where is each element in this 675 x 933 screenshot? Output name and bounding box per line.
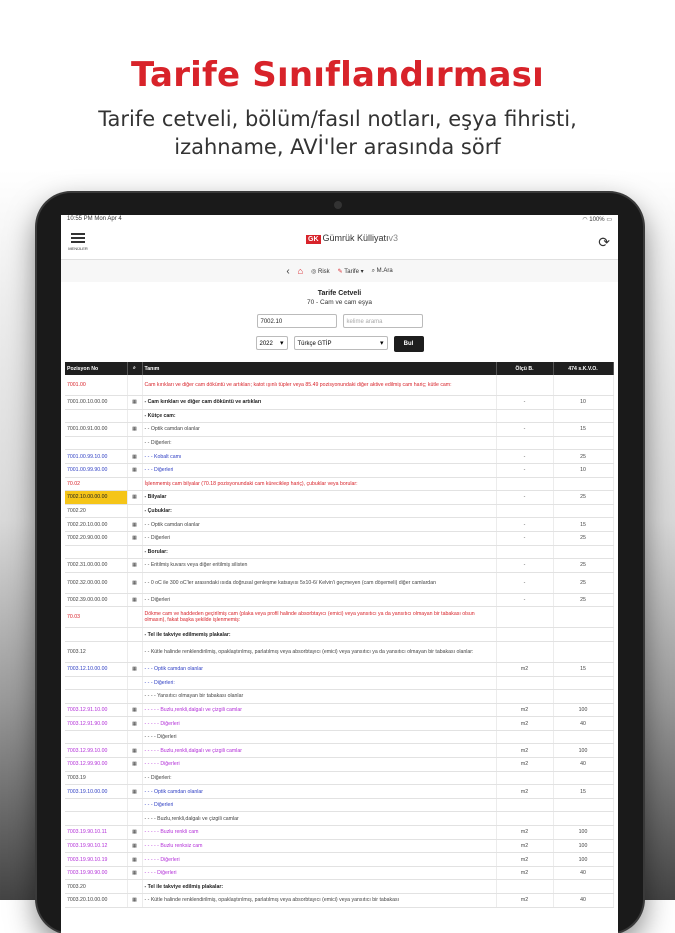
unit-cell — [496, 409, 553, 423]
tariff-table — [65, 362, 614, 908]
table-body — [65, 375, 613, 907]
description-cell: - - - - - Buzlu,renkli,dalgalı ve çizgili camlar — [142, 744, 496, 758]
unit-cell: - — [496, 572, 553, 593]
description-cell: - - - Kobalt camı — [142, 450, 496, 464]
rate-cell — [553, 880, 613, 894]
description-cell: - - - Diğerleri — [142, 798, 496, 812]
unit-cell — [496, 690, 553, 704]
table-row[interactable] — [65, 572, 613, 593]
rate-cell: 10 — [553, 463, 613, 477]
note-icon[interactable]: ▦ — [127, 785, 142, 799]
tarife-menu-button[interactable]: ✎ Tarife ▾ — [337, 268, 364, 275]
code-cell[interactable]: 7003.12.10.00.00 — [65, 662, 127, 676]
note-icon[interactable]: ▦ — [127, 559, 142, 573]
code-cell[interactable]: 7003.19.10.00.00 — [65, 785, 127, 799]
description-cell: - - Diğerleri — [142, 531, 496, 545]
description-cell: Dökme cam ve haddeden geçirilmiş cam (plaka veya profil halinde absorbtayıcı (emici) veya yansıtıcı ya da yansıtıcı olmayan bir tabakası olsun olmasın), fakat başka şekilde işlenmemiş: — [142, 607, 496, 628]
note-icon[interactable]: ▦ — [127, 662, 142, 676]
rate-cell — [553, 676, 613, 690]
rate-cell: 25 — [553, 491, 613, 505]
unit-cell — [496, 676, 553, 690]
table-row[interactable] — [65, 839, 613, 853]
table-row[interactable] — [65, 628, 613, 642]
code-cell[interactable] — [65, 812, 127, 826]
unit-cell: - — [496, 593, 553, 607]
code-cell[interactable]: 7001.00.99.90.00 — [65, 463, 127, 477]
unit-cell — [496, 436, 553, 450]
note-icon[interactable] — [127, 409, 142, 423]
rate-cell: 25 — [553, 450, 613, 464]
table-row[interactable] — [65, 423, 613, 437]
code-cell[interactable]: 7003.12.99.10.00 — [65, 744, 127, 758]
note-icon[interactable]: ▦ — [127, 839, 142, 853]
code-cell[interactable]: 7002.32.00.00.00 — [65, 572, 127, 593]
code-cell[interactable]: 7001.00.99.10.00 — [65, 450, 127, 464]
rate-cell: 10 — [553, 396, 613, 410]
code-cell[interactable] — [65, 436, 127, 450]
description-cell: - - Eritilmiş kuvars veya diğer eritilmiş silisten — [142, 559, 496, 573]
note-icon[interactable]: ▦ — [127, 744, 142, 758]
code-cell[interactable] — [65, 545, 127, 559]
camera-icon — [334, 201, 342, 209]
description-cell: - - - - - Diğerleri — [142, 758, 496, 772]
description-cell: - Çubuklar: — [142, 504, 496, 518]
toolbar — [61, 260, 618, 282]
logo-version: v3 — [388, 233, 399, 243]
note-icon[interactable]: ▦ — [127, 866, 142, 880]
description-cell: - Bilyalar — [142, 491, 496, 505]
code-cell[interactable] — [65, 730, 127, 744]
promo-subtitle-line2: izahname, AVİ'ler arasında sörf — [174, 135, 501, 159]
unit-cell: m2 — [496, 839, 553, 853]
code-cell[interactable]: 7001.00.91.00.00 — [65, 423, 127, 437]
description-cell: - - - Optik camdan olanlar — [142, 785, 496, 799]
rate-cell — [553, 798, 613, 812]
status-time: 10:55 PM Mon Apr 4 — [67, 216, 122, 222]
table-row[interactable] — [65, 676, 613, 690]
description-cell: - Kütçe cam: — [142, 409, 496, 423]
status-battery: ◠ 100% ▭ — [582, 217, 612, 223]
app-logo — [306, 233, 398, 244]
unit-cell — [496, 641, 553, 662]
code-cell[interactable]: 7003.19.90.10.12 — [65, 839, 127, 853]
logo-name: Gümrük Külliyatı — [322, 233, 389, 243]
rate-cell: 25 — [553, 531, 613, 545]
unit-cell — [496, 771, 553, 785]
unit-cell — [496, 812, 553, 826]
rate-cell — [553, 771, 613, 785]
header-position: Pozisyon No — [65, 362, 127, 375]
table-row[interactable] — [65, 730, 613, 744]
note-icon[interactable] — [127, 545, 142, 559]
table-row[interactable] — [65, 641, 613, 662]
description-cell: İşlenmemiş cam bilyalar (70.18 pozisyonundaki cam küreciklер hariç), çubuklar veya borular: — [142, 477, 496, 491]
refresh-icon[interactable]: ⟳ — [598, 234, 610, 250]
menu-button[interactable] — [68, 230, 88, 251]
rate-cell — [553, 628, 613, 642]
search-icon: ⌕ — [371, 267, 375, 274]
code-cell[interactable]: 7003.19 — [65, 771, 127, 785]
rate-cell — [553, 641, 613, 662]
unit-cell — [496, 375, 553, 396]
rate-cell — [553, 545, 613, 559]
header-description: Tanım — [142, 362, 496, 375]
table-row[interactable] — [65, 375, 613, 396]
unit-cell: m2 — [496, 853, 553, 867]
note-icon[interactable]: ▦ — [127, 826, 142, 840]
code-cell[interactable]: 7003.19.90.90.00 — [65, 866, 127, 880]
rate-cell — [553, 375, 613, 396]
unit-cell — [496, 504, 553, 518]
table-row[interactable] — [65, 559, 613, 573]
unit-cell: m2 — [496, 758, 553, 772]
unit-cell: - — [496, 423, 553, 437]
note-icon[interactable] — [127, 477, 142, 491]
unit-cell: - — [496, 559, 553, 573]
note-icon[interactable]: ▦ — [127, 572, 142, 593]
table-row[interactable] — [65, 717, 613, 731]
table-row[interactable] — [65, 607, 613, 628]
promo-subtitle-line1: Tarife cetveli, bölüm/fasıl notları, eşya fihristi, — [98, 107, 577, 131]
rate-cell: 100 — [553, 853, 613, 867]
unit-cell — [496, 730, 553, 744]
code-cell[interactable]: 70.03 — [65, 607, 127, 628]
search-icon[interactable]: ⌕ — [127, 362, 142, 375]
note-icon[interactable] — [127, 628, 142, 642]
rate-cell: 40 — [553, 717, 613, 731]
description-cell: - - - Diğerleri: — [142, 676, 496, 690]
unit-cell — [496, 798, 553, 812]
note-icon[interactable] — [127, 880, 142, 894]
code-input[interactable]: 7002.10 — [257, 314, 337, 328]
unit-cell: - — [496, 491, 553, 505]
rate-cell: 25 — [553, 593, 613, 607]
note-icon[interactable]: ▦ — [127, 423, 142, 437]
unit-cell: m2 — [496, 662, 553, 676]
note-icon[interactable]: ▦ — [127, 518, 142, 532]
description-cell: - - Diğerleri: — [142, 771, 496, 785]
rate-cell — [553, 730, 613, 744]
description-cell: - - Kütle halinde renklendirilmiş, opaklaştırılmış, parlatılmış veya absorbtayıcı (emici) veya yansıtıcı ya da yansıtıcı olmayan bir tabakası olanlar: — [142, 641, 496, 662]
code-cell[interactable]: 7002.10.00.00.00 — [65, 491, 127, 505]
code-cell[interactable]: 7002.20 — [65, 504, 127, 518]
note-icon[interactable]: ▦ — [127, 894, 142, 908]
battery-icon: ▭ — [606, 217, 612, 223]
unit-cell — [496, 477, 553, 491]
note-icon[interactable] — [127, 607, 142, 628]
description-cell: - - 0 oC ile 300 oC'ler arasındaki ısıda doğrusal genleşme katsayısı 5x10-6/ Kelvin'i geçmeyen (cam döşemeli) diğer camlardan — [142, 572, 496, 593]
table-row[interactable] — [65, 826, 613, 840]
table-row[interactable] — [65, 477, 613, 491]
unit-cell: m2 — [496, 785, 553, 799]
menu-label: MENÜLER — [68, 246, 88, 251]
rate-cell — [553, 409, 613, 423]
description-cell: - - - Diğerleri — [142, 463, 496, 477]
table-row[interactable] — [65, 812, 613, 826]
note-icon[interactable]: ▦ — [127, 853, 142, 867]
unit-cell — [496, 545, 553, 559]
app-header — [61, 227, 618, 260]
rate-cell: 100 — [553, 744, 613, 758]
header-unit: Ölçü B. — [496, 362, 553, 375]
description-cell: - - - - - Diğerleri — [142, 717, 496, 731]
status-bar — [61, 215, 618, 227]
hamburger-icon — [71, 233, 85, 235]
table-row[interactable] — [65, 798, 613, 812]
description-cell: - Tel ile takviye edilmemiş plakalar: — [142, 628, 496, 642]
description-cell: - - - - Yansıtıcı olmayan bir tabakası olanlar — [142, 690, 496, 704]
note-icon[interactable]: ▦ — [127, 717, 142, 731]
rate-cell — [553, 436, 613, 450]
table-row[interactable] — [65, 504, 613, 518]
note-icon[interactable] — [127, 375, 142, 396]
code-cell[interactable]: 7003.12 — [65, 641, 127, 662]
table-row[interactable] — [65, 491, 613, 505]
code-cell[interactable]: 7003.19.90.10.11 — [65, 826, 127, 840]
table-row[interactable] — [65, 894, 613, 908]
unit-cell: - — [496, 396, 553, 410]
code-cell[interactable]: 7003.20.10.00.00 — [65, 894, 127, 908]
code-cell[interactable]: 7002.31.00.00.00 — [65, 559, 127, 573]
rate-cell: 40 — [553, 758, 613, 772]
rate-cell: 25 — [553, 572, 613, 593]
keyword-input[interactable]: kelime arama — [343, 314, 423, 328]
description-cell: - - Kütle halinde renklendirilmiş, opaklaştırılmış, parlatılmış veya absorbtayıcı (emici) veya yansıtıcı bir tabakası — [142, 894, 496, 908]
table-row[interactable] — [65, 771, 613, 785]
note-icon[interactable]: ▦ — [127, 703, 142, 717]
code-cell[interactable]: 7002.20.10.00.00 — [65, 518, 127, 532]
unit-cell — [496, 880, 553, 894]
table-header — [65, 362, 613, 375]
pencil-icon: ✎ — [337, 268, 343, 275]
year-select[interactable]: 2022 ▾ — [256, 336, 288, 350]
description-cell: Cam kırıkları ve diğer cam döküntü ve artıkları; katot ışınlı tüpler veya 85.49 pozisyonundaki diğer aktive edilmiş cam hariç; kütle cam: — [142, 375, 496, 396]
note-icon[interactable]: ▦ — [127, 396, 142, 410]
risk-button[interactable]: ◎ Risk — [311, 268, 330, 275]
rate-cell — [553, 477, 613, 491]
table-row[interactable] — [65, 518, 613, 532]
description-cell: - - - - - Buzlu,renkli,dalgalı ve çizgili camlar — [142, 703, 496, 717]
rate-cell: 15 — [553, 423, 613, 437]
table-row[interactable] — [65, 758, 613, 772]
rate-cell: 15 — [553, 662, 613, 676]
rate-cell: 100 — [553, 826, 613, 840]
page-title: Tarife Cetveli — [317, 290, 362, 297]
table-row[interactable] — [65, 703, 613, 717]
unit-cell: m2 — [496, 744, 553, 758]
note-icon[interactable] — [127, 504, 142, 518]
code-cell[interactable]: 7002.39.00.00.00 — [65, 593, 127, 607]
unit-cell — [496, 628, 553, 642]
code-cell[interactable]: 7001.00.10.00.00 — [65, 396, 127, 410]
code-cell[interactable]: 7003.12.99.90.00 — [65, 758, 127, 772]
unit-cell: m2 — [496, 717, 553, 731]
description-cell: - - Optik camdan olanlar — [142, 423, 496, 437]
note-icon[interactable] — [127, 676, 142, 690]
header-rate: 474 s.K.V.O. — [553, 362, 613, 375]
description-cell: - - - - - Buzlu renksiz cam — [142, 839, 496, 853]
note-icon[interactable]: ▦ — [127, 463, 142, 477]
rate-cell: 40 — [553, 866, 613, 880]
promo-title: Tarife Sınıflandırması — [131, 55, 544, 95]
table-row[interactable] — [65, 545, 613, 559]
description-cell: - Tel ile takviye edilmiş plakalar: — [142, 880, 496, 894]
page-subtitle: 70 - Cam ve cam eşya — [306, 299, 373, 306]
table-row[interactable] — [65, 880, 613, 894]
code-cell[interactable] — [65, 690, 127, 704]
description-cell: - - - Optik camdan olanlar — [142, 662, 496, 676]
unit-cell: - — [496, 531, 553, 545]
unit-cell: m2 — [496, 703, 553, 717]
table-row[interactable] — [65, 531, 613, 545]
code-cell[interactable]: 7003.19.90.10.19 — [65, 853, 127, 867]
code-cell[interactable]: 7003.12.91.10.00 — [65, 703, 127, 717]
rate-cell — [553, 690, 613, 704]
promo-subtitle — [0, 105, 675, 161]
note-icon[interactable] — [127, 641, 142, 662]
note-icon[interactable] — [127, 771, 142, 785]
description-cell: - - - - - Buzlu renkli cam — [142, 826, 496, 840]
table-row[interactable] — [65, 450, 613, 464]
note-icon[interactable] — [127, 690, 142, 704]
unit-cell: m2 — [496, 866, 553, 880]
description-cell: - - - - Diğerleri — [142, 866, 496, 880]
search-form-row-2 — [61, 336, 618, 352]
chevron-left-icon[interactable]: ‹ — [286, 265, 290, 277]
table-row[interactable] — [65, 853, 613, 867]
unit-cell — [496, 607, 553, 628]
table-row[interactable] — [65, 396, 613, 410]
table-row[interactable] — [65, 463, 613, 477]
unit-cell: m2 — [496, 894, 553, 908]
table-row[interactable] — [65, 436, 613, 450]
code-cell[interactable] — [65, 628, 127, 642]
logo-mark: GK — [308, 236, 319, 243]
table-row[interactable] — [65, 662, 613, 676]
note-icon[interactable] — [127, 436, 142, 450]
note-icon[interactable] — [127, 730, 142, 744]
table-row[interactable] — [65, 690, 613, 704]
rate-cell: 25 — [553, 559, 613, 573]
search-button[interactable]: ⌕ M.Ara — [371, 267, 393, 274]
unit-cell: - — [496, 450, 553, 464]
table-row[interactable] — [65, 593, 613, 607]
note-icon[interactable]: ▦ — [127, 531, 142, 545]
description-cell: - - Diğerleri — [142, 593, 496, 607]
note-icon[interactable]: ▦ — [127, 758, 142, 772]
rate-cell: 100 — [553, 703, 613, 717]
table-row[interactable] — [65, 409, 613, 423]
search-form-row-1 — [61, 314, 618, 328]
code-cell[interactable] — [65, 409, 127, 423]
code-cell[interactable]: 7001.00 — [65, 375, 127, 396]
note-icon[interactable]: ▦ — [127, 450, 142, 464]
table-row[interactable] — [65, 866, 613, 880]
note-icon[interactable]: ▦ — [127, 491, 142, 505]
description-cell: - - Diğerleri: — [142, 436, 496, 450]
find-button[interactable]: Bul — [394, 336, 424, 352]
code-cell[interactable] — [65, 798, 127, 812]
rate-cell: 15 — [553, 518, 613, 532]
code-cell[interactable]: 7003.12.91.90.00 — [65, 717, 127, 731]
home-icon[interactable]: ⌂ — [297, 266, 304, 276]
wifi-icon: ◠ — [582, 217, 590, 223]
rate-cell: 15 — [553, 785, 613, 799]
description-cell: - - - - Diğerleri — [142, 730, 496, 744]
nomenclature-select[interactable]: Türkçe GTİP ▾ — [294, 336, 388, 350]
unit-cell: - — [496, 518, 553, 532]
note-icon[interactable] — [127, 812, 142, 826]
description-cell: - - Optik camdan olanlar — [142, 518, 496, 532]
code-cell[interactable] — [65, 676, 127, 690]
note-icon[interactable]: ▦ — [127, 593, 142, 607]
code-cell[interactable]: 70.02 — [65, 477, 127, 491]
rate-cell — [553, 504, 613, 518]
rate-cell — [553, 607, 613, 628]
description-cell: - - - - - Diğerleri — [142, 853, 496, 867]
tablet-frame — [37, 193, 643, 933]
description-cell: - Borular: — [142, 545, 496, 559]
rate-cell: 100 — [553, 839, 613, 853]
rate-cell: 40 — [553, 894, 613, 908]
note-icon[interactable] — [127, 798, 142, 812]
unit-cell: m2 — [496, 826, 553, 840]
rate-cell — [553, 812, 613, 826]
code-cell[interactable]: 7002.20.90.00.00 — [65, 531, 127, 545]
description-cell: - - - - Buzlu,renkli,dalgalı ve çizgili camlar — [142, 812, 496, 826]
table-row[interactable] — [65, 785, 613, 799]
description-cell: - Cam kırıkları ve diğer cam döküntü ve artıkları — [142, 396, 496, 410]
unit-cell: - — [496, 463, 553, 477]
app-screen — [61, 215, 618, 933]
code-cell[interactable]: 7003.20 — [65, 880, 127, 894]
table-row[interactable] — [65, 744, 613, 758]
